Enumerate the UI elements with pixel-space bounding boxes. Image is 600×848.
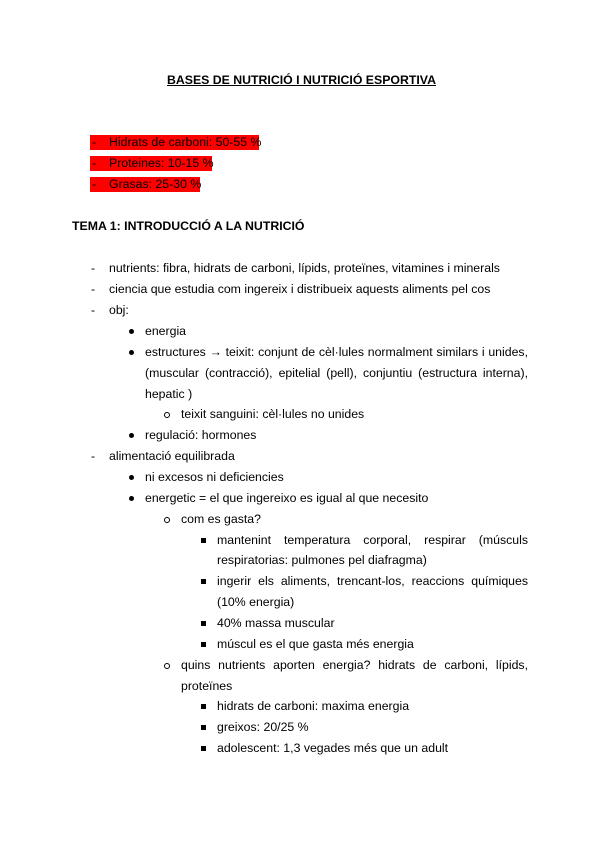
bullet-square-icon	[201, 538, 206, 543]
dash-marker: -	[92, 135, 97, 149]
dash-marker: -	[91, 303, 96, 317]
dash-marker: -	[91, 282, 96, 296]
list-item: alimentació equilibrada	[109, 449, 235, 463]
bullet-square-icon	[201, 642, 206, 647]
list-item: ni excesos ni deficiencies	[145, 470, 284, 484]
list-item-continuation: (muscular (contracció), epitelial (pell), conjuntiu (estructura interna),	[145, 366, 528, 380]
dash-marker: -	[92, 177, 97, 191]
section-heading: TEMA 1: INTRODUCCIÓ A LA NUTRICIÓ	[72, 219, 305, 233]
bullet-disc-icon	[129, 350, 134, 355]
bullet-circle-icon	[164, 412, 170, 418]
macro-carbs: Hidrats de carboni: 50-55 %	[109, 135, 262, 149]
bullet-square-icon	[201, 579, 206, 584]
bullet-square-icon	[201, 704, 206, 709]
bullet-square-icon	[201, 725, 206, 730]
list-item: nutrients: fibra, hidrats de carboni, lípids, proteïnes, vitamines i minerals	[109, 261, 500, 275]
bullet-square-icon	[201, 621, 206, 626]
bullet-disc-icon	[129, 433, 134, 438]
list-item: estructures → teixit: conjunt de cèl·lules normalment similars i unides,	[145, 345, 528, 359]
bullet-circle-icon	[164, 517, 170, 523]
list-item: energia	[145, 324, 187, 338]
list-item-continuation: hepatic )	[145, 387, 193, 401]
list-item: ciencia que estudia com ingereix i distribueix aquests aliments pel cos	[109, 282, 491, 296]
list-item: energetic = el que ingereixo es igual al que necesito	[145, 491, 429, 505]
list-item-continuation: (10% energia)	[217, 595, 295, 609]
list-item: adolescent: 1,3 vegades més que un adult	[217, 741, 449, 755]
bullet-disc-icon	[129, 475, 134, 480]
list-item: greixos: 20/25 %	[217, 720, 309, 734]
list-item: hidrats de carboni: maxima energia	[217, 699, 410, 713]
bullet-circle-icon	[164, 663, 170, 669]
list-item: com es gasta?	[181, 512, 261, 526]
list-item: quins nutrients aporten energia? hidrats de carboni, lípids,	[181, 658, 528, 672]
list-item: 40% massa muscular	[217, 616, 335, 630]
list-item: obj:	[109, 303, 129, 317]
bullet-disc-icon	[129, 496, 134, 501]
list-item-continuation: proteïnes	[181, 679, 233, 693]
list-item: ingerir els aliments, trencant-los, reaccions químiques	[217, 574, 528, 588]
list-item-continuation: respiratorias: pulmones pel diafragma)	[217, 553, 427, 567]
dash-marker: -	[91, 449, 96, 463]
list-item: regulació: hormones	[145, 428, 257, 442]
list-item: múscul es el que gasta més energia	[217, 637, 414, 651]
list-item: teixit sanguini: cèl·lules no unides	[181, 407, 365, 421]
dash-marker: -	[91, 261, 96, 275]
macro-fats: Grasas: 25-30 %	[109, 177, 202, 191]
bullet-square-icon	[201, 746, 206, 751]
list-item: mantenint temperatura corporal, respirar (músculs	[217, 533, 528, 547]
document-title: BASES DE NUTRICIÓ I NUTRICIÓ ESPORTIVA	[167, 73, 436, 87]
macro-proteins: Proteines: 10-15 %	[109, 156, 214, 170]
dash-marker: -	[92, 156, 97, 170]
bullet-disc-icon	[129, 329, 134, 334]
